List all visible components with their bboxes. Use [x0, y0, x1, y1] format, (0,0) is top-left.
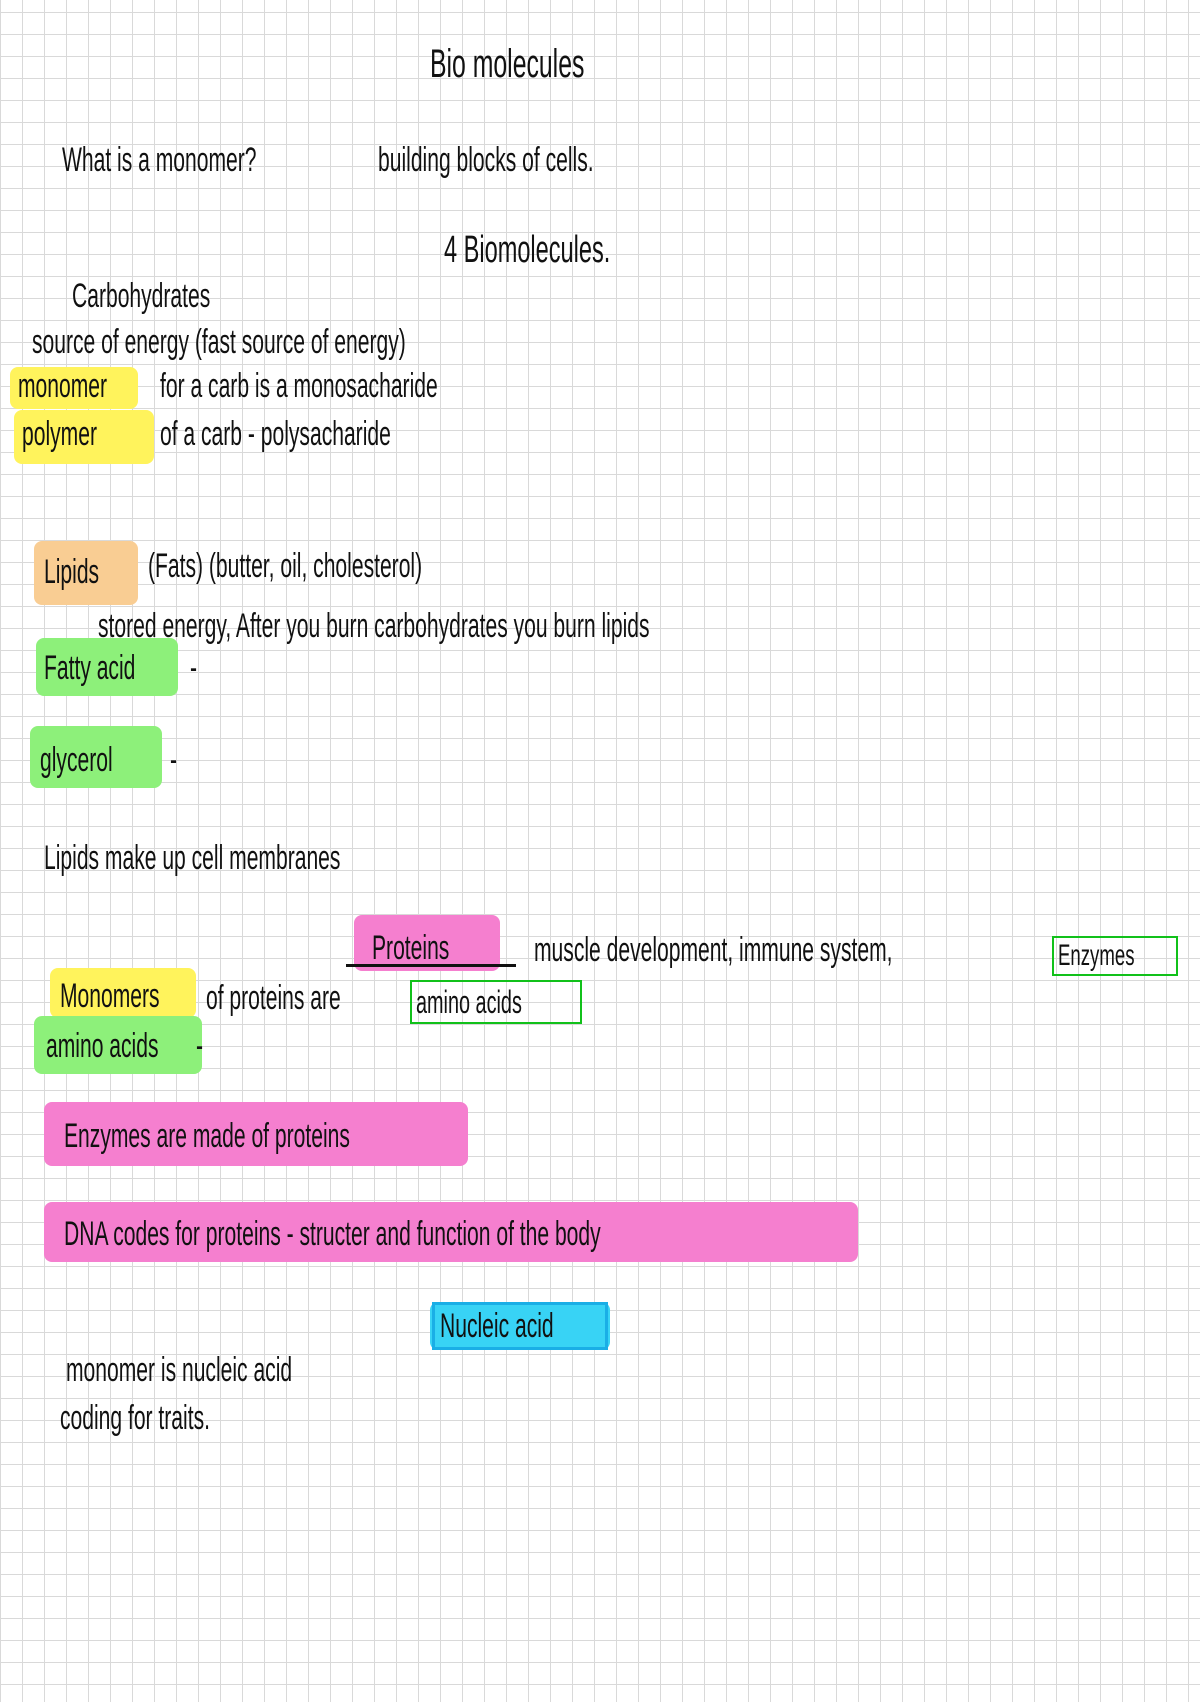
intro-question: What is a monomer?: [62, 141, 257, 179]
monomer-definition: for a carb is a monosacharide: [160, 367, 438, 405]
fatty-acid-dash: -: [190, 649, 198, 687]
glycerol-dash: -: [170, 741, 178, 779]
proteins-term: Proteins: [372, 929, 450, 967]
amino-acids-dash: -: [196, 1027, 204, 1065]
lipids-term: Lipids: [44, 553, 100, 591]
amino-acids-box-label: amino acids: [416, 984, 522, 1020]
polymer-definition: of a carb - polysacharide: [160, 415, 391, 453]
page-title: Bio molecules: [430, 42, 585, 86]
glycerol-term: glycerol: [40, 741, 113, 779]
polymer-term: polymer: [22, 415, 97, 453]
carbohydrates-energy: source of energy (fast source of energy): [32, 323, 406, 361]
amino-acids-term: amino acids: [46, 1027, 159, 1065]
monomer-term: monomer: [18, 367, 108, 405]
carbohydrates-heading: Carbohydrates: [72, 277, 211, 315]
fatty-acid-term: Fatty acid: [44, 649, 136, 687]
proteins-heading: muscle development, immune system,: [534, 931, 893, 969]
enzymes-note: Enzymes are made of proteins: [64, 1117, 350, 1155]
lipids-stored-energy: stored energy, After you burn carbohydrates you burn lipids: [98, 607, 650, 645]
monomers-definition: of proteins are: [206, 979, 341, 1017]
nucleic-coding: coding for traits.: [60, 1399, 210, 1437]
monomers-term: Monomers: [60, 977, 160, 1015]
lipids-heading: (Fats) (butter, oil, cholesterol): [148, 547, 423, 585]
subtitle: 4 Biomolecules.: [444, 229, 611, 271]
lipids-membranes: Lipids make up cell membranes: [44, 839, 341, 877]
enzymes-box-label: Enzymes: [1058, 939, 1135, 972]
intro-answer: building blocks of cells.: [378, 141, 594, 179]
nucleic-acid-term: Nucleic acid: [440, 1307, 554, 1345]
dna-note: DNA codes for proteins - structer and function of the body: [64, 1215, 601, 1253]
nucleic-monomer: monomer is nucleic acid: [66, 1351, 293, 1389]
